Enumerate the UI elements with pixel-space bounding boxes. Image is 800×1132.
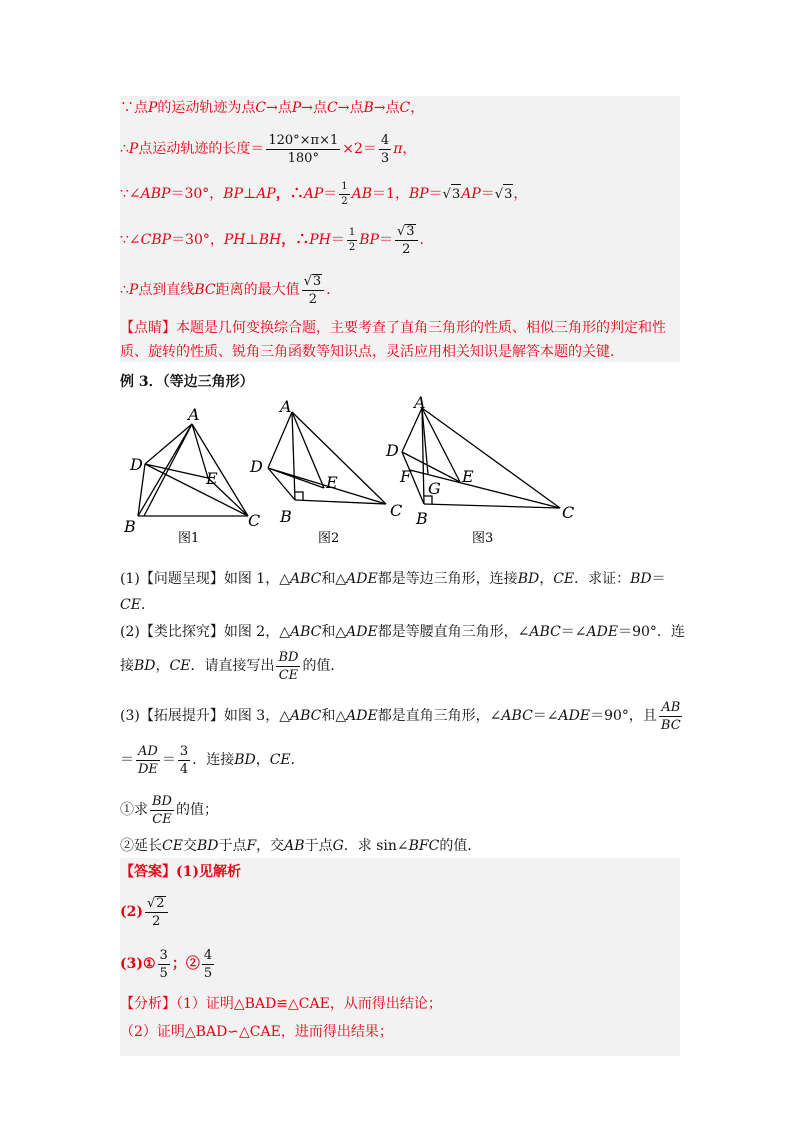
text: ∴ <box>120 141 129 157</box>
text: 都是等边三角形，连接 <box>377 571 518 587</box>
text: ．连接 <box>192 752 235 768</box>
fig2-label-e: E <box>326 473 338 492</box>
solution-line-3 <box>120 180 527 208</box>
numerator: BD <box>278 649 299 665</box>
fig3-label-f: F <box>400 467 412 486</box>
text: ．求 sin∠ <box>343 838 409 854</box>
answer-3 <box>120 944 216 984</box>
fig1-label-e: E <box>206 469 218 488</box>
var: BP <box>408 186 429 202</box>
text: ∵点 <box>120 100 148 116</box>
text: ＝90°．连 <box>618 624 685 640</box>
numerator: BD <box>152 793 172 809</box>
text: 都是直角三角形，∠ <box>377 708 502 724</box>
var: CE <box>120 597 141 613</box>
text: ×2＝ <box>342 141 377 157</box>
fig3-label-a: A <box>414 393 426 412</box>
fraction <box>379 134 391 165</box>
text: ＝1， <box>372 186 409 202</box>
var: BC <box>194 282 216 298</box>
text: ．求证： <box>574 571 631 587</box>
numerator: √ 2 <box>145 896 168 913</box>
text: ＝ <box>480 186 495 202</box>
figure-caption-1: 图1 <box>178 531 200 546</box>
denominator: 5 <box>159 965 168 981</box>
text: ∴ <box>120 282 129 298</box>
text: （2）证明△BAD∽△CAE，进而得出结果； <box>120 1024 393 1040</box>
text: ． <box>140 597 155 613</box>
numerator: 120°×π×1 <box>268 132 339 148</box>
var: BFC <box>408 838 440 854</box>
text: ；② <box>171 956 200 972</box>
var: B <box>363 100 374 116</box>
var: ABC <box>289 624 322 640</box>
denominator: 5 <box>203 965 213 981</box>
solution-line-5 <box>120 270 340 310</box>
var: C <box>255 100 267 116</box>
text: (2)【类比探究】如图 2，△ <box>120 624 290 640</box>
comment-line-1 <box>120 318 666 338</box>
text: ＝30°， <box>170 186 224 202</box>
numerator: 4 <box>380 132 390 148</box>
fig1-label-d: D <box>130 455 143 474</box>
text: 接 <box>120 658 134 674</box>
numerator: 3 <box>159 947 168 963</box>
text: ＝∠ <box>560 624 587 640</box>
text: (3)【拓展提升】如图 3，△ <box>120 708 290 724</box>
numerator: AD <box>138 743 158 759</box>
fig3-label-g: G <box>428 479 441 498</box>
radicand: 2 <box>156 896 165 911</box>
var: CE <box>553 571 575 587</box>
text: ， <box>539 571 554 587</box>
numerator: 1 <box>347 228 357 241</box>
fig1-line-ab <box>138 424 192 516</box>
text: ． <box>419 232 434 248</box>
text: ＝ <box>651 571 666 587</box>
analysis-1 <box>120 994 442 1014</box>
var: BD <box>630 571 652 587</box>
text: ，交 <box>256 838 285 854</box>
denominator: BC <box>660 717 681 733</box>
text: ∵∠ <box>120 186 141 202</box>
fig3-label-d: D <box>386 441 399 460</box>
var: CBP <box>140 232 172 248</box>
var: ADE <box>346 708 378 724</box>
fraction <box>302 274 325 306</box>
denominator: 2 <box>341 195 348 207</box>
text: ＝ <box>428 186 443 202</box>
denominator: DE <box>138 761 158 777</box>
var: π <box>393 141 403 157</box>
fig1-line-de <box>145 464 208 478</box>
var: C <box>399 100 411 116</box>
analysis-2 <box>120 1022 393 1042</box>
fig2-line-bc <box>295 500 386 504</box>
text: (1)【问题呈现】如图 1，△ <box>120 571 290 587</box>
text: 【点睛】本题是几何变换综合题，主要考查了直角三角形的性质、相似三角形的判定和性 <box>120 320 666 336</box>
fraction <box>339 182 349 207</box>
text: ， <box>255 752 270 768</box>
text: ＝ <box>330 232 345 248</box>
example-title <box>120 372 254 392</box>
sqrt: √ 3 <box>443 184 462 205</box>
fig3-label-b: B <box>416 509 428 528</box>
text: ＝∠ <box>532 708 559 724</box>
text: ， <box>513 186 528 202</box>
var: F <box>246 838 257 854</box>
fig2-label-c: C <box>390 501 403 520</box>
fraction-bd-ce <box>276 651 300 682</box>
figure-caption-3: 图3 <box>472 531 494 546</box>
fraction-sqrt2-2 <box>145 896 168 928</box>
var: PH <box>309 232 331 248</box>
var: PH <box>223 232 246 248</box>
text: ∵∠ <box>120 232 141 248</box>
text: ＝ <box>378 232 393 248</box>
fig2-label-d: D <box>250 457 263 476</box>
question-1 <box>120 566 680 618</box>
var: BD <box>196 838 219 854</box>
text: ， <box>402 141 417 157</box>
fig2-right-angle-mark <box>295 492 303 500</box>
fig1-label-a: A <box>188 405 200 424</box>
figures <box>120 392 590 552</box>
denominator: 4 <box>179 761 189 777</box>
text: 的值； <box>175 802 218 818</box>
text: 和△ <box>321 708 347 724</box>
text: ，∴ <box>281 232 310 248</box>
fraction <box>347 228 357 253</box>
text: (3)① <box>120 956 156 972</box>
fig3-line-bc <box>424 504 560 508</box>
var: AP <box>461 186 481 202</box>
text: ＝ <box>120 752 134 768</box>
text: 【分析】（1）证明△BAD≌△CAE，从而得出结论； <box>120 996 442 1012</box>
text: 的值． <box>439 838 482 854</box>
var: AB <box>284 838 305 854</box>
text: 的运动轨迹为点 <box>157 100 256 116</box>
fig1-line-aux <box>144 424 192 516</box>
var: ABC <box>529 624 561 640</box>
text: ①求 <box>120 802 148 818</box>
fig2-label-b: B <box>280 507 292 526</box>
question-2-line-1 <box>120 622 685 642</box>
var: ABC <box>289 571 322 587</box>
numerator: 3 <box>179 743 189 759</box>
var: BP <box>359 232 379 248</box>
numerator: AB <box>661 699 681 715</box>
text: ． <box>290 752 305 768</box>
text: ， <box>410 100 425 116</box>
solution-line-2 <box>120 132 416 166</box>
denominator: CE <box>278 667 299 683</box>
var: ADE <box>346 571 378 587</box>
var: P <box>148 100 158 116</box>
var: ADE <box>346 624 378 640</box>
fig3-line-ad <box>402 408 422 452</box>
var: BD <box>134 658 156 674</box>
text: 例 3．（等边三角形） <box>120 374 254 390</box>
text: ⊥ <box>245 232 259 248</box>
text: 质、旋转的性质、锐角三角函数等知识点，灵活应用相关知识是解答本题的关键． <box>120 344 624 360</box>
fraction <box>395 224 418 256</box>
text: ，∴ <box>275 186 304 202</box>
fig1-line-ad <box>145 424 192 464</box>
text: 和△ <box>321 624 347 640</box>
var: P <box>128 282 139 298</box>
fraction-ab-bc <box>659 701 683 732</box>
text: 和△ <box>321 571 347 587</box>
fig1-label-b: B <box>124 517 136 536</box>
var: CE <box>162 838 183 854</box>
var: BH <box>258 232 282 248</box>
text: ．请直接写出 <box>190 658 275 674</box>
text: ＝ <box>161 752 176 768</box>
solution-line-1 <box>120 98 424 118</box>
text: 点到直线 <box>138 282 195 298</box>
fraction-3-5 <box>158 949 170 980</box>
figure-caption-2: 图2 <box>318 531 340 546</box>
numerator: 4 <box>203 947 213 963</box>
text: 于点 <box>218 838 247 854</box>
denominator: CE <box>152 811 172 827</box>
var: P <box>291 100 302 116</box>
var: BD <box>234 752 256 768</box>
var: AB <box>351 186 373 202</box>
var: CE <box>169 658 191 674</box>
text: →点 <box>301 100 328 116</box>
var: ADE <box>558 708 591 724</box>
answer-1 <box>120 862 241 882</box>
text: 于点 <box>304 838 333 854</box>
text: 都是等腰直角三角形，∠ <box>377 624 530 640</box>
fig2-line-ad <box>268 412 292 468</box>
text: ＝90°，且 <box>590 708 657 724</box>
fig2-label-a: A <box>280 397 292 416</box>
answer-2 <box>120 892 170 932</box>
radicand: 3 <box>406 224 415 239</box>
var: AP <box>303 186 324 202</box>
numerator: 1 <box>339 182 349 195</box>
sub-question-1 <box>120 792 218 828</box>
text: 【答案】(1)见解析 <box>120 864 241 880</box>
var: BP <box>223 186 244 202</box>
denominator: 180° <box>287 150 319 166</box>
var: ABP <box>140 186 171 202</box>
fig3-label-e: E <box>462 467 474 486</box>
text: ＝30°， <box>171 232 224 248</box>
fig3-label-c: C <box>562 503 575 522</box>
text: ， <box>155 658 170 674</box>
question-3-line-2 <box>120 742 305 778</box>
denominator: 2 <box>348 241 356 253</box>
text: 点运动轨迹的长度＝ <box>138 141 265 157</box>
fraction-bd-ce <box>150 795 174 826</box>
var: G <box>332 838 344 854</box>
fraction-ad-de <box>136 745 160 776</box>
text: ⊥ <box>243 186 257 202</box>
text: ． <box>326 282 341 298</box>
solution-line-4 <box>120 220 434 260</box>
denominator: 3 <box>380 150 390 166</box>
sqrt: √ 3 <box>495 184 514 205</box>
question-2-line-2 <box>120 648 344 684</box>
text: ＝ <box>323 186 338 202</box>
text: 的值． <box>302 658 345 674</box>
denominator: 2 <box>152 914 161 929</box>
var: CE <box>269 752 291 768</box>
numerator: √ 3 <box>302 274 325 291</box>
radicand: 3 <box>503 184 513 205</box>
var: ABC <box>289 708 322 724</box>
fig1-label-c: C <box>248 511 261 530</box>
text: ②延长 <box>120 838 162 854</box>
fig3-line-ac <box>422 408 560 508</box>
radicand: 3 <box>312 274 322 289</box>
var: BD <box>517 571 540 587</box>
sub-question-2 <box>120 836 481 856</box>
comment-line-2 <box>120 342 624 362</box>
var: AP <box>256 186 276 202</box>
fraction-4-5 <box>202 949 214 980</box>
fig2-line-ab <box>292 412 295 500</box>
fraction-3-4 <box>178 745 190 776</box>
text: →点 <box>373 100 400 116</box>
denominator: 2 <box>402 242 411 257</box>
var: C <box>327 100 338 116</box>
radicand: 3 <box>451 184 461 205</box>
text: (2) <box>120 904 143 920</box>
text: 交 <box>182 838 197 854</box>
text: →点 <box>337 100 364 116</box>
question-3-line-1 <box>120 698 685 734</box>
denominator: 2 <box>308 292 318 307</box>
var: P <box>128 141 139 157</box>
fraction <box>266 134 340 165</box>
var: ABC <box>501 708 533 724</box>
text: →点 <box>266 100 292 116</box>
var: ADE <box>586 624 619 640</box>
text: 距离的最大值 <box>215 282 300 298</box>
numerator: √ 3 <box>395 224 418 241</box>
